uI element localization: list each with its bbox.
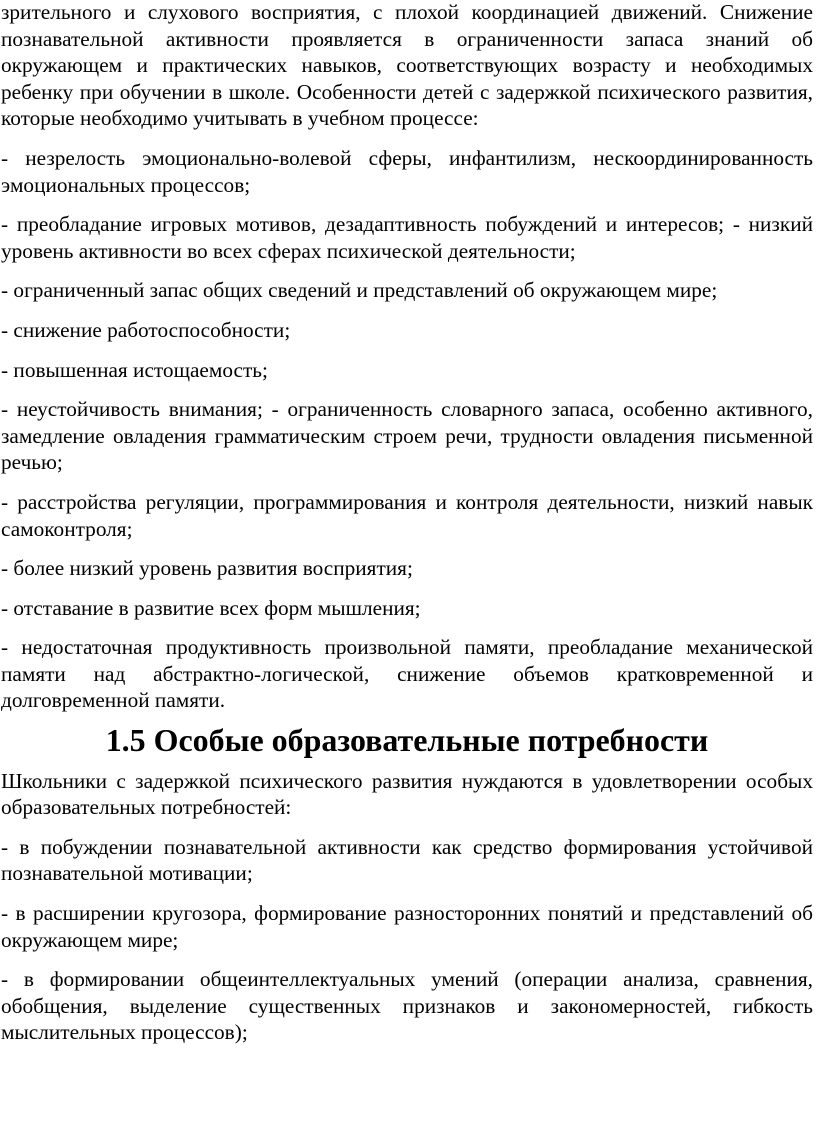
need-item-broadening-horizons: - в расширении кругозора, формирование разносторонних понятий и представлений об окружающем мире;	[1, 901, 813, 952]
section-heading: 1.5 Особые образовательные потребности	[105, 723, 709, 759]
list-item-exhaustion: - повышенная истощаемость;	[1, 357, 268, 382]
list-item-regulation: - расстройства регуляции, программирования и контроля деятельности, низкий навык самоконтроля;	[1, 489, 813, 541]
list-item-perception: - более низкий уровень развития восприятия;	[1, 556, 413, 581]
list-item-thinking: - отставание в развитие всех форм мышления;	[1, 595, 421, 620]
list-item-attention: - неустойчивость внимания; - ограниченность словарного запаса, особенно активного, замедление овладения грамматическим строем речи, трудности овладения письменной речью;	[1, 397, 813, 475]
list-item-emotional-immaturity: - незрелость эмоционально-волевой сферы, инфантилизм, нескоординированность эмоциональных процессов;	[1, 145, 813, 197]
need-item-cognitive-activity: - в побуждении познавательной активности как средство формирования устойчивой познавательной мотивации;	[1, 834, 813, 886]
list-item-play-motives: - преобладание игровых мотивов, дезадаптивность побуждений и интересов; - низкий уровень активности во всех сферах психической деятельности;	[1, 212, 813, 263]
list-item-limited-knowledge: - ограниченный запас общих сведений и представлений об окружающем мире;	[1, 278, 718, 303]
paragraph-intro: зрительного и слухового восприятия, с плохой координацией движений. Снижение познавательной активности проявляется в ограниченности запаса знаний об окружающем и практических навыков, соответствующих возрасту и необходимых ребенку при обучении в школе. Особенности детей с задержкой психического развития, которые необходимо учитывать в учебном процессе:	[1, 0, 813, 131]
list-item-reduced-performance: - снижение работоспособности;	[1, 317, 291, 342]
section-intro-paragraph: Школьники с задержкой психического развития нуждаются в удовлетворении особых образовательных потребностей:	[1, 768, 813, 820]
need-item-intellectual-skills: - в формировании общеинтеллектуальных умений (операции анализа, сравнения, обобщения, выделение существенных признаков и закономерностей, гибкость мыслительных процессов);	[1, 967, 813, 1045]
list-item-memory: - недостаточная продуктивность произвольной памяти, преобладание механической памяти над абстрактно-логической, снижение объемов кратковременной и долговременной памяти.	[1, 635, 813, 713]
